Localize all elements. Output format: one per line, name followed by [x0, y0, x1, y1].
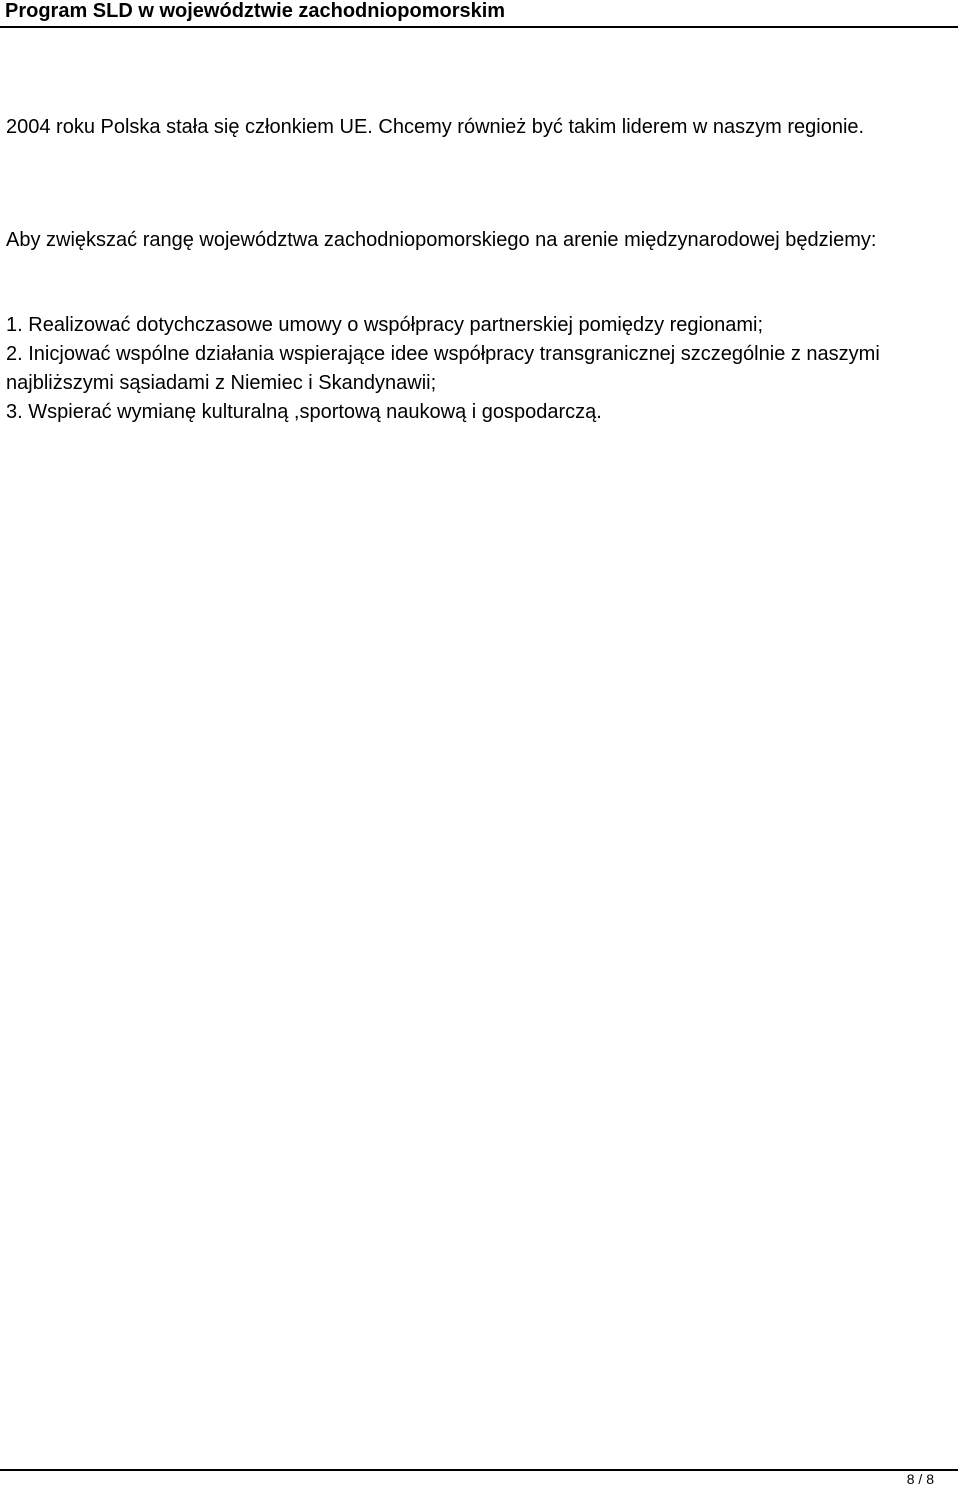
paragraph-intro: 2004 roku Polska stała się członkiem UE. Chcemy również być takim liderem w naszym regionie.: [6, 116, 865, 138]
list-item-text: Realizować dotychczasowe umowy o współpracy partnerskiej pomiędzy regionami;: [28, 314, 764, 336]
list-item-number: 1.: [6, 314, 23, 336]
list-item: [6, 398, 956, 427]
goals-list: [6, 311, 956, 427]
document-body: [6, 113, 956, 427]
list-item-number: 3.: [6, 401, 23, 423]
document-title: Program SLD w województwie zachodniopomorskim: [5, 0, 506, 22]
list-item: [6, 340, 956, 398]
footer-divider: [0, 1469, 958, 1471]
list-item: [6, 311, 956, 340]
list-item-text: Inicjować wspólne działania wspierające idee współpracy transgranicznej szczególnie z naszymi najbliższymi sąsiadami z Niemiec i Skandynawii;: [6, 343, 880, 394]
list-item-number: 2.: [6, 343, 23, 365]
paragraph-goals: Aby zwiększać rangę województwa zachodniopomorskiego na arenie międzynarodowej będziemy:: [6, 229, 877, 251]
page-number: 8 / 8: [906, 1471, 934, 1487]
list-item-text: Wspierać wymianę kulturalną ,sportową naukową i gospodarczą.: [28, 401, 602, 423]
page-header: [0, 0, 958, 28]
